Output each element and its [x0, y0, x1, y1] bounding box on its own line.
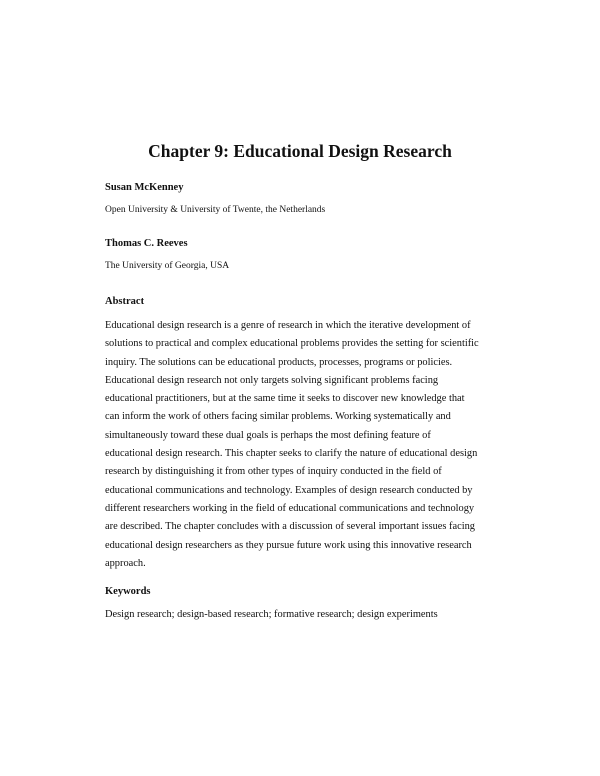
abstract-line: can inform the work of others facing similar problems. Working systematically and [105, 411, 451, 423]
abstract-line: different researchers working in the field of educational communications and technology [105, 502, 475, 514]
abstract-line: are described. The chapter concludes with a discussion of several important issues facing [105, 521, 475, 533]
author-name-1: Susan McKenney [105, 182, 184, 193]
abstract-line: educational practitioners, but at the same time it seeks to discover new knowledge that [105, 393, 465, 405]
abstract-line: educational design research. This chapter seeks to clarify the nature of educational design [105, 448, 478, 460]
abstract-text [105, 317, 505, 573]
abstract-heading: Abstract [105, 296, 145, 307]
keywords-text: Design research; design-based research; formative research; design experiments [105, 609, 438, 620]
abstract-line: inquiry. The solutions can be educational products, processes, programs or policies. [105, 356, 453, 368]
abstract-line: approach. [105, 557, 146, 569]
author-affiliation-2: The University of Georgia, USA [105, 261, 230, 271]
author-affiliation-1: Open University & University of Twente, the Netherlands [105, 205, 326, 215]
abstract-line: educational communications and technology. Examples of design research conducted by [105, 484, 473, 496]
abstract-line: solutions to practical and complex educational problems provides the setting for scientific [105, 338, 479, 350]
chapter-title: Chapter 9: Educational Design Research [148, 141, 452, 161]
abstract-line: Educational design research is a genre of research in which the iterative development of [105, 320, 471, 331]
abstract-line: educational design researchers as they pursue future work using this innovative research [105, 539, 472, 551]
keywords-heading: Keywords [105, 586, 151, 597]
author-name-2: Thomas C. Reeves [105, 238, 188, 249]
abstract-line: simultaneously toward these dual goals is perhaps the most defining feature of [105, 429, 431, 441]
abstract-line: Educational design research not only targets solving significant problems facing [105, 374, 439, 386]
abstract-line: research by distinguishing it from other types of inquiry conducted in the field of [105, 466, 442, 478]
